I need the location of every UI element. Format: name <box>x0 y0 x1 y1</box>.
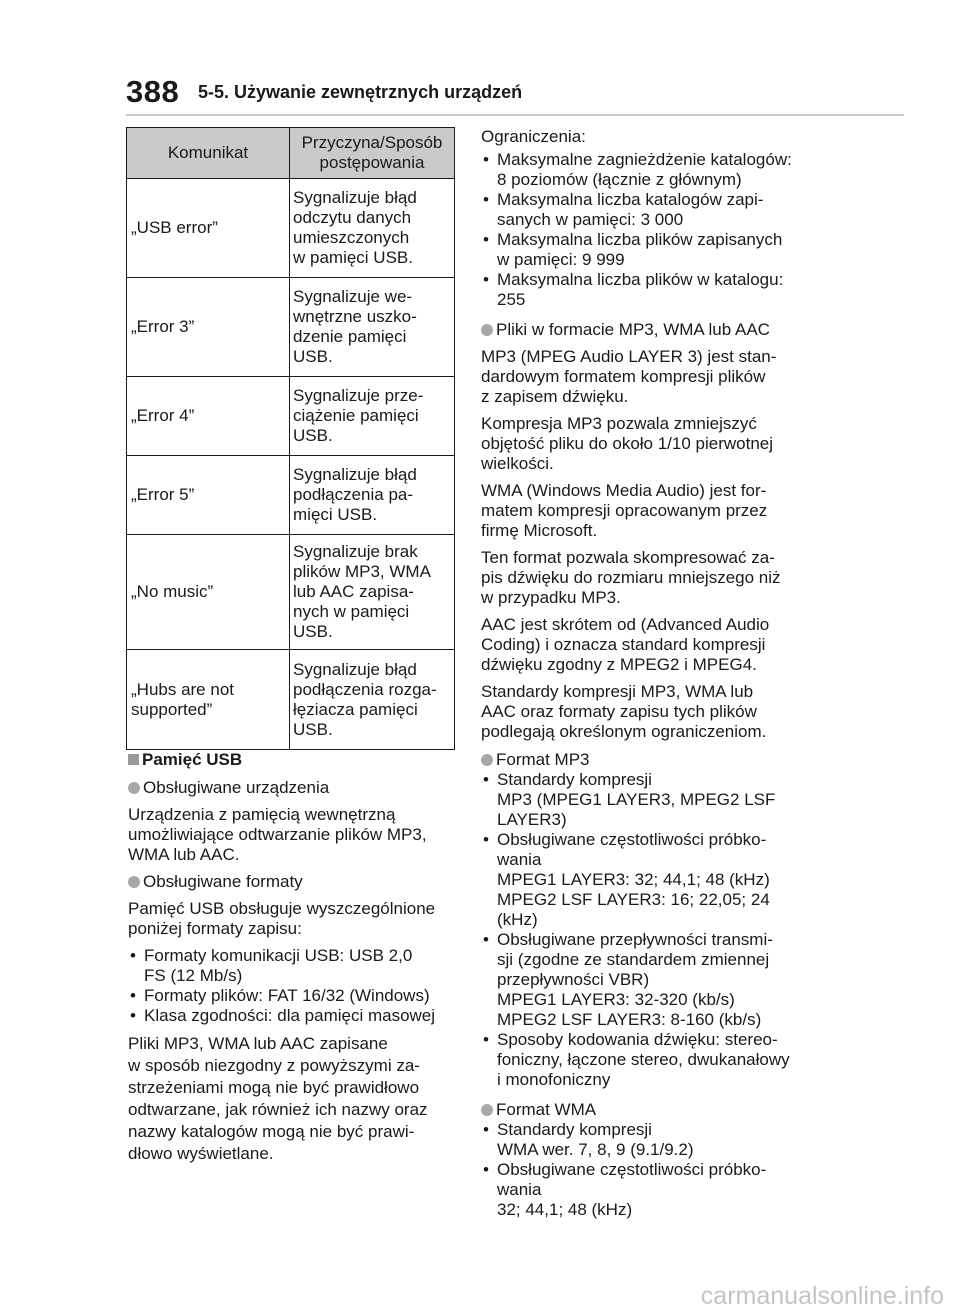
cause-cell: Sygnalizuje błąd odczytu danych umieszczonych w pamięci USB. <box>290 179 455 278</box>
message-cell: „Error 4” <box>127 377 290 456</box>
column-header-cause: Przyczyna/Sposób postępowania <box>290 128 455 179</box>
list-item: • Klasa zgodności: dla pamięci masowej <box>128 1006 453 1026</box>
list-item: • Standardy kompresji WMA wer. 7, 8, 9 (9.1/9.2) <box>481 1120 807 1160</box>
circle-bullet-icon <box>481 754 493 766</box>
subheading-files: Pliki w formacie MP3, WMA lub AAC <box>481 320 807 340</box>
subheading-devices: Obsługiwane urządzenia <box>128 778 453 798</box>
list-item: • Maksymalna liczba plików w katalogu: 255 <box>481 270 807 310</box>
files-paragraph: Kompresja MP3 pozwala zmniejszyć objętość pliku do około 1/10 pierwotnej wielkości. <box>481 414 774 473</box>
list-item: • Maksymalna liczba katalogów zapi- sanych w pamięci: 3 000 <box>481 190 807 230</box>
limits-list <box>481 150 807 310</box>
circle-bullet-icon <box>481 324 493 336</box>
files-paragraph: Standardy kompresji MP3, WMA lub AAC oraz formaty zapisu tych plików podlegają określonym ograniczeniom. <box>481 682 767 741</box>
square-bullet-icon <box>128 754 139 765</box>
section-heading-usb: Pamięć USB <box>128 750 453 770</box>
cause-cell: Sygnalizuje prze- ciążenie pamięci USB. <box>290 377 455 456</box>
list-item: • Maksymalne zagnieżdżenie katalogów: 8 poziomów (łącznie z głównym) <box>481 150 807 190</box>
list-item: • Obsługiwane częstotliwości próbko- wania MPEG1 LAYER3: 32; 44,1; 48 (kHz) MPEG2 LSF LAYER3: 16; 22,05; 24 (kHz) <box>481 830 807 930</box>
devices-text: Urządzenia z pamięcią wewnętrzną umożliwiające odtwarzanie plików MP3, WMA lub AAC. <box>128 805 427 864</box>
left-column <box>128 750 453 1172</box>
message-cell: „No music” <box>127 535 290 650</box>
circle-bullet-icon <box>128 782 140 794</box>
files-paragraph: WMA (Windows Media Audio) jest for- matem kompresji opracowanym przez firmę Microsoft. <box>481 481 768 540</box>
cause-cell: Sygnalizuje we- wnętrzne uszko- dzenie pamięci USB. <box>290 278 455 377</box>
column-header-message: Komunikat <box>127 128 290 179</box>
watermark: carmanualsonline.info <box>700 1282 944 1310</box>
list-item: • Maksymalna liczba plików zapisanych w pamięci: 9 999 <box>481 230 807 270</box>
subheading-wma: Format WMA <box>481 1100 807 1120</box>
cause-cell: Sygnalizuje brak plików MP3, WMA lub AAC zapisa- nych w pamięci USB. <box>290 535 455 650</box>
formats-note: Pliki MP3, WMA lub AAC zapisane w sposób niezgodny z powyższymi za- strzeżeniami mogą nie być prawidłowo odtwarzane, jak również ich nazwy oraz nazwy katalogów mogą nie być prawi- dłowo wyświetlane. <box>128 1034 428 1163</box>
circle-bullet-icon <box>481 1104 493 1116</box>
cause-cell: Sygnalizuje błąd podłączenia rozga- łęziacza pamięci USB. <box>290 650 455 750</box>
message-cell: „Error 5” <box>127 456 290 535</box>
formats-intro: Pamięć USB obsługuje wyszczególnione poniżej formaty zapisu: <box>128 899 436 938</box>
list-item: • Standardy kompresji MP3 (MPEG1 LAYER3, MPEG2 LSF LAYER3) <box>481 770 807 830</box>
message-cell: „Error 3” <box>127 278 290 377</box>
page-number: 388 <box>126 74 180 109</box>
list-item: • Obsługiwane przepływności transmi- sji (zgodne ze standardem zmiennej przepływności VBR) MPEG1 LAYER3: 32-320 (kb/s) MPEG2 LSF LAYER3: 8-160 (kb/s) <box>481 930 807 1030</box>
section-title: 5-5. Używanie zewnętrznych urządzeń <box>198 82 523 102</box>
list-item: • Sposoby kodowania dźwięku: stereo- foniczny, łączone stereo, dwukanałowy i monofoniczny <box>481 1030 807 1090</box>
wma-list <box>481 1120 807 1220</box>
files-paragraph: AAC jest skrótem od (Advanced Audio Coding) i oznacza standard kompresji dźwięku zgodny z MPEG2 i MPEG4. <box>481 615 770 674</box>
message-cell: „USB error” <box>127 179 290 278</box>
list-item: • Formaty komunikacji USB: USB 2,0 FS (12 Mb/s) <box>128 946 453 986</box>
limits-heading: Ograniczenia: <box>481 127 586 146</box>
formats-list <box>128 946 453 1026</box>
right-column <box>481 127 807 1227</box>
files-paragraph: Ten format pozwala skompresować za- pis dźwięku do rozmiaru mniejszego niż w przypadku MP3. <box>481 548 781 607</box>
list-item: • Formaty plików: FAT 16/32 (Windows) <box>128 986 453 1006</box>
subheading-mp3: Format MP3 <box>481 750 807 770</box>
mp3-list <box>481 770 807 1090</box>
message-table <box>126 127 455 750</box>
circle-bullet-icon <box>128 876 140 888</box>
cause-cell: Sygnalizuje błąd podłączenia pa- mięci USB. <box>290 456 455 535</box>
header-divider <box>126 114 904 116</box>
list-item: • Obsługiwane częstotliwości próbko- wania 32; 44,1; 48 (kHz) <box>481 1160 807 1220</box>
subheading-formats: Obsługiwane formaty <box>128 872 453 892</box>
message-cell: „Hubs are not supported” <box>127 650 290 750</box>
files-paragraph: MP3 (MPEG Audio LAYER 3) jest stan- dardowym formatem kompresji plików z zapisem dźwięku. <box>481 347 777 406</box>
